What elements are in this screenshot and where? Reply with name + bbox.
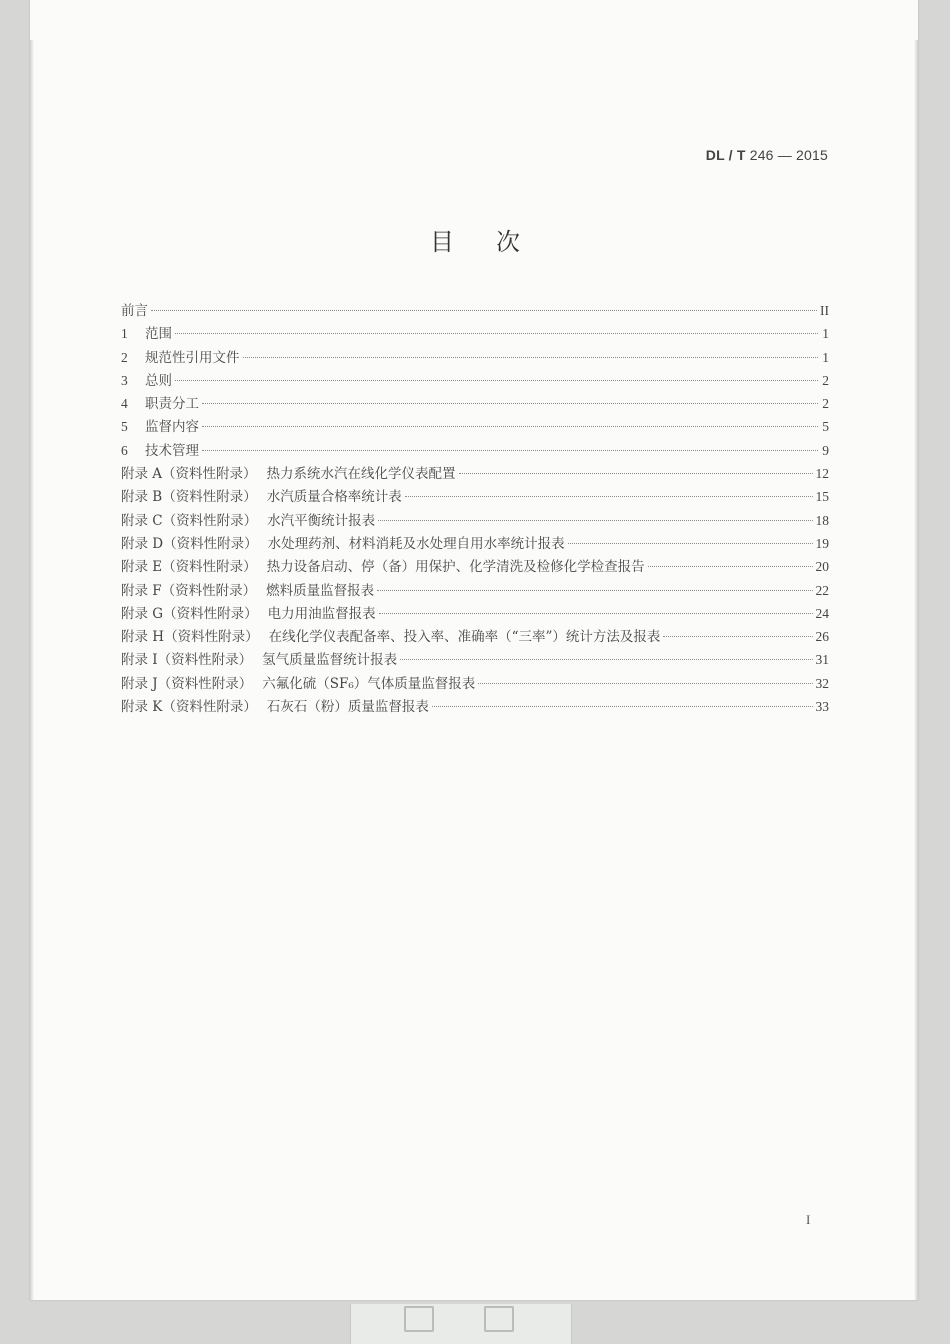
toc-entry[interactable]	[121, 346, 829, 369]
toc-leader-dots	[175, 380, 818, 381]
appendix-title: 六氟化硫（SF₆）气体质量监督报表	[262, 675, 476, 692]
toc-leader-dots	[405, 496, 813, 497]
toc-entry-foreword[interactable]	[121, 299, 829, 322]
toc-leader-dots	[202, 450, 818, 451]
toc-entry-label: 范围	[145, 326, 172, 343]
toc-page-number: 20	[815, 559, 829, 575]
toc-leader-dots	[202, 403, 818, 404]
toc-page-number: 33	[815, 699, 829, 715]
appendix-title: 水汽平衡统计报表	[267, 512, 376, 529]
toc-entry-label: 职责分工	[145, 396, 199, 413]
toc-leader-dots	[379, 613, 813, 614]
toc-page-number: 2	[822, 396, 829, 412]
appendix-title: 电力用油监督报表	[267, 605, 376, 622]
binding-tab	[350, 1304, 572, 1344]
toc-appendix-entry[interactable]	[121, 672, 829, 695]
appendix-title: 氢气质量监督统计报表	[262, 652, 398, 669]
toc-appendix-entry[interactable]	[121, 625, 829, 648]
toc-page-number: 18	[815, 512, 829, 528]
toc-leader-dots	[432, 706, 813, 707]
toc-entry-label: 规范性引用文件	[145, 349, 240, 366]
appendix-id: 附录 B（资料性附录）	[121, 489, 257, 506]
toc-page-number: 1	[822, 326, 829, 342]
toc-leader-dots	[400, 659, 812, 660]
toc-page-number: 24	[815, 605, 829, 621]
toc-page-number: II	[820, 303, 829, 318]
toc-appendix-entry[interactable]	[121, 648, 829, 671]
toc-leader-dots	[568, 543, 813, 544]
appendix-id: 附录 D（资料性附录）	[121, 535, 258, 552]
toc-entry-label: 前言	[121, 303, 148, 319]
appendix-title: 水处理药剂、材料消耗及水处理自用水率统计报表	[267, 535, 565, 552]
toc-page-number: 1	[822, 349, 829, 365]
appendix-id: 附录 A（资料性附录）	[121, 466, 257, 483]
toc-appendix-entry[interactable]	[121, 509, 829, 532]
toc-page-number: 15	[815, 489, 829, 505]
toc-entry[interactable]	[121, 369, 829, 392]
appendix-id: 附录 C（资料性附录）	[121, 512, 258, 529]
toc-leader-dots	[378, 520, 812, 521]
toc-section-number: 1	[121, 326, 128, 342]
toc-page-number: 9	[822, 442, 829, 458]
toc-page-number: 19	[815, 535, 829, 551]
toc-appendix-entry[interactable]	[121, 462, 829, 485]
toc-leader-dots	[663, 636, 812, 637]
appendix-id: 附录 H（资料性附录）	[121, 629, 259, 646]
appendix-title: 水汽质量合格率统计表	[266, 489, 402, 506]
appendix-id: 附录 E（资料性附录）	[121, 559, 257, 576]
toc-page-number: 31	[815, 652, 829, 668]
standard-code: 246 — 2015	[749, 147, 828, 163]
appendix-id: 附录 J（资料性附录）	[121, 675, 253, 692]
toc-leader-dots	[151, 310, 817, 311]
appendix-id: 附录 K（资料性附录）	[121, 699, 257, 716]
toc-section-number: 3	[121, 372, 128, 388]
appendix-id: 附录 I（资料性附录）	[121, 652, 253, 669]
toc-page-number: 22	[815, 582, 829, 598]
standard-prefix: DL / T	[705, 147, 746, 163]
appendix-title: 热力系统水汽在线化学仪表配置	[266, 466, 456, 483]
toc-appendix-entry[interactable]	[121, 579, 829, 602]
toc-page-number: 32	[815, 675, 829, 691]
toc-entry-label: 监督内容	[145, 419, 199, 436]
toc-entry-label: 技术管理	[145, 442, 199, 459]
toc-page-number: 26	[815, 629, 829, 645]
toc-section-number: 6	[121, 442, 128, 458]
toc-entry-label: 总则	[145, 372, 172, 389]
toc-leader-dots	[648, 566, 813, 567]
toc-leader-dots	[243, 357, 819, 358]
toc-page-number: 2	[822, 372, 829, 388]
toc-appendix-entry[interactable]	[121, 532, 829, 555]
appendix-title: 在线化学仪表配备率、投入率、准确率（“三率”）统计方法及报表	[268, 629, 661, 646]
toc-title-char-2: 次	[496, 228, 520, 256]
toc-entry[interactable]	[121, 415, 829, 438]
toc-entry[interactable]	[121, 392, 829, 415]
toc-page-number: 5	[822, 419, 829, 435]
appendix-id: 附录 G（资料性附录）	[121, 605, 258, 622]
table-of-contents	[121, 299, 829, 718]
toc-leader-dots	[377, 590, 812, 591]
toc-page-number: 12	[815, 466, 829, 482]
appendix-id: 附录 F（资料性附录）	[121, 582, 257, 599]
toc-section-number: 4	[121, 396, 128, 412]
binding-mark	[404, 1306, 434, 1332]
toc-leader-dots	[175, 333, 818, 334]
toc-appendix-entry[interactable]	[121, 695, 829, 718]
appendix-title: 热力设备启动、停（备）用保护、化学清洗及检修化学检查报告	[266, 559, 645, 576]
toc-section-number: 5	[121, 419, 128, 435]
toc-entry[interactable]	[121, 439, 829, 462]
toc-entry[interactable]	[121, 322, 829, 345]
binding-mark	[484, 1306, 514, 1332]
toc-appendix-entry[interactable]	[121, 602, 829, 625]
toc-leader-dots	[478, 683, 812, 684]
appendix-title: 燃料质量监督报表	[266, 582, 375, 599]
toc-leader-dots	[202, 426, 818, 427]
toc-appendix-entry[interactable]	[121, 485, 829, 508]
toc-title	[0, 222, 950, 257]
toc-section-number: 2	[121, 349, 128, 365]
toc-leader-dots	[459, 473, 813, 474]
appendix-title: 石灰石（粉）质量监督报表	[266, 699, 429, 716]
page-number: I	[806, 1212, 811, 1227]
standard-number	[706, 147, 828, 163]
toc-appendix-entry[interactable]	[121, 555, 829, 578]
toc-title-char-1: 目	[430, 228, 454, 256]
